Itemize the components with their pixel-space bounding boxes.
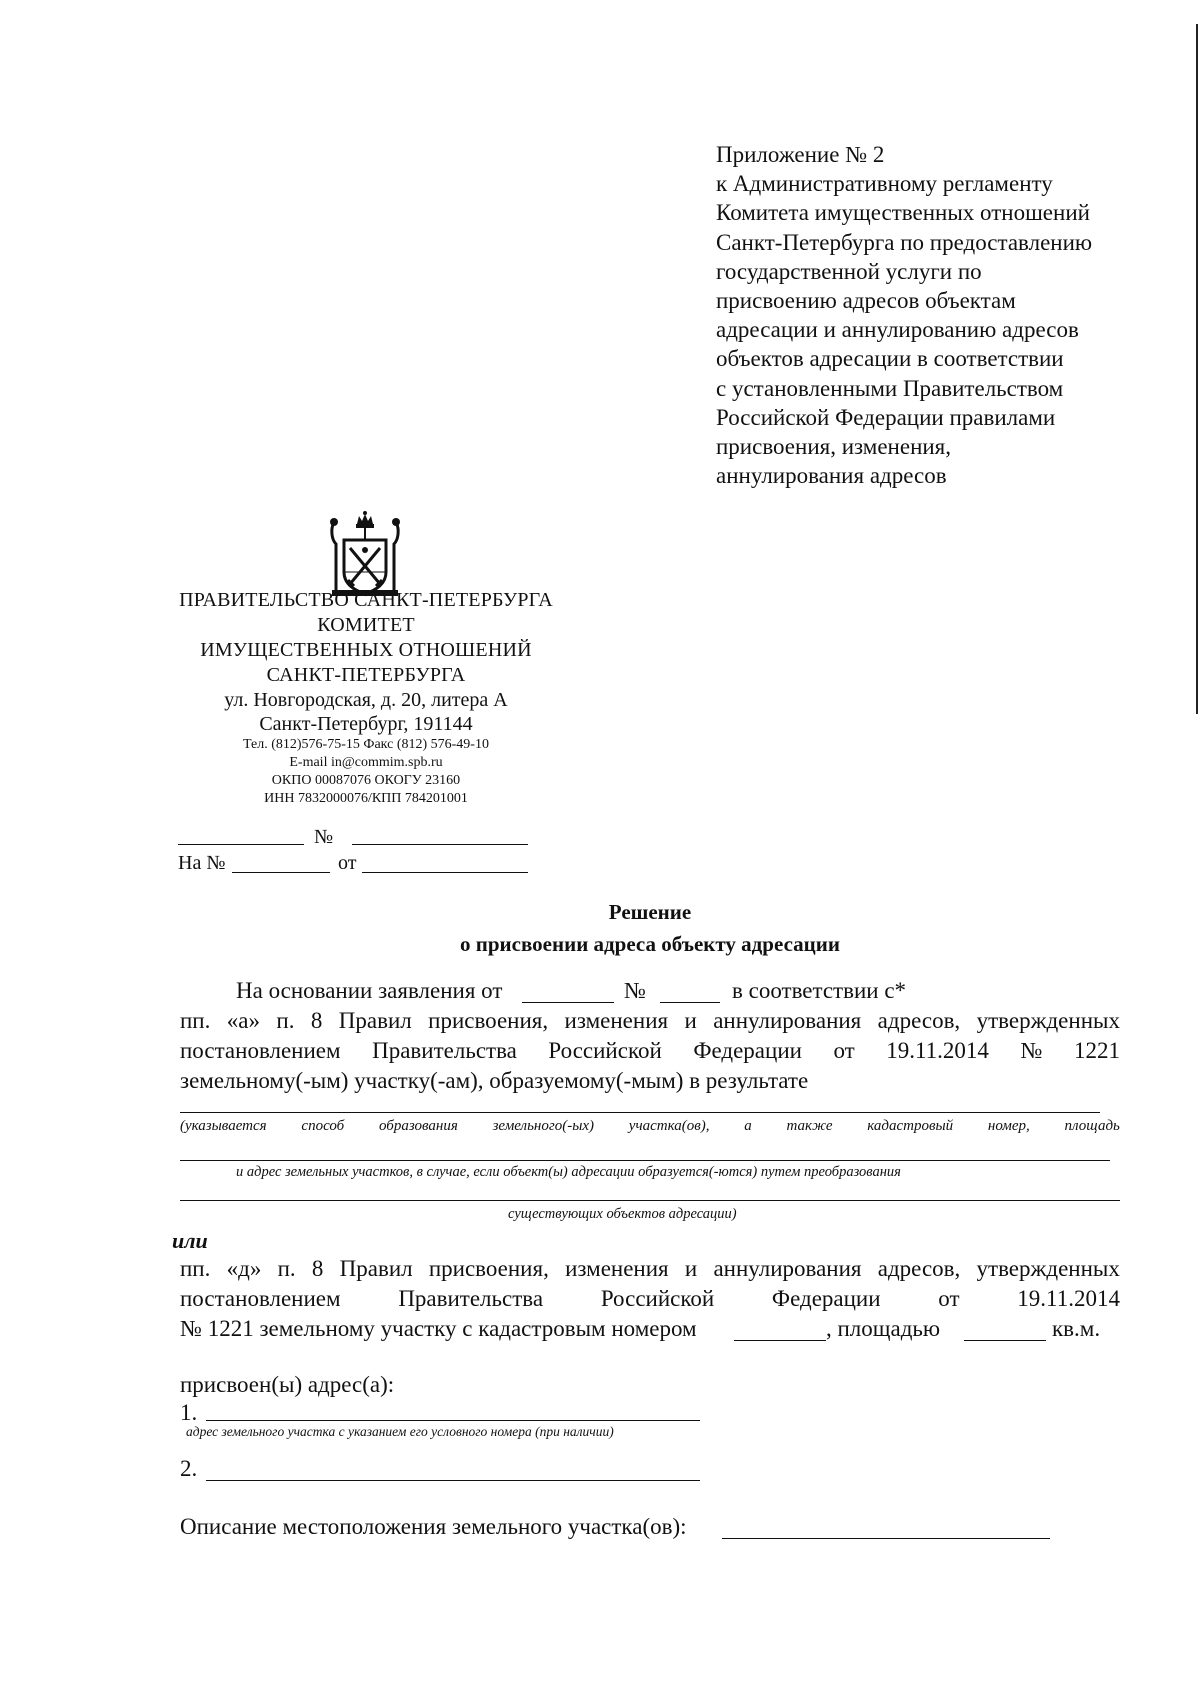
appendix-line: к Административному регламенту: [716, 171, 1053, 197]
appendix-line: присвоения, изменения,: [716, 434, 952, 460]
application-number-field[interactable]: [660, 1002, 720, 1003]
title-line-2: о присвоении адреса объекту адресации: [460, 932, 840, 956]
document-title: [300, 896, 1000, 960]
appendix-line: Комитета имущественных отношений: [716, 200, 1090, 226]
na-label: На №: [178, 852, 226, 874]
area-field[interactable]: [964, 1340, 1046, 1341]
address-2-field[interactable]: [206, 1480, 700, 1481]
cadastral-number-field[interactable]: [734, 1340, 826, 1341]
gov-name: ПРАВИТЕЛЬСТВО САНКТ-ПЕТЕРБУРГА: [179, 589, 553, 611]
p1-start: На основании заявления от: [236, 978, 503, 1003]
ot-date-field[interactable]: [362, 872, 528, 873]
email: E-mail in@commim.spb.ru: [289, 755, 443, 770]
or-separator: или: [172, 1228, 208, 1253]
p1-num: №: [624, 978, 646, 1003]
scan-edge-mark: [1196, 24, 1198, 714]
appendix-block: [716, 140, 1092, 490]
item-1-hint: адрес земельного участка с указанием его условного номера (при наличии): [186, 1424, 614, 1439]
committee-full-name: ИМУЩЕСТВЕННЫХ ОТНОШЕНИЙ: [200, 639, 532, 661]
p1-line-2: пп. «а» п. 8 Правил присвоения, изменения и аннулирования адресов, утвержденных: [180, 1008, 1120, 1033]
appendix-line: Российской Федерации правилами: [716, 404, 1056, 430]
formation-method-field[interactable]: [180, 1112, 1100, 1113]
address-1-field[interactable]: [206, 1420, 700, 1421]
location-field[interactable]: [722, 1538, 1050, 1539]
p1-end: в соответствии с*: [732, 978, 907, 1003]
address-line-2: Санкт-Петербург, 191144: [259, 713, 473, 735]
p1-line-3: постановлением Правительства Российской Федерации от 19.11.2014 № 1221: [180, 1038, 1120, 1063]
location-label: Описание местоположения земельного участка(ов):: [180, 1514, 687, 1539]
inn-kpp: ИНН 7832000076/КПП 784201001: [264, 791, 468, 806]
spb-coat-of-arms-icon: [326, 510, 404, 598]
title-line-1: Решение: [608, 900, 692, 924]
phone-fax: Тел. (812)576-75-15 Факс (812) 576-49-10: [243, 737, 489, 752]
p1-line-4: земельному(-ым) участку(-ам), образуемому(-мым) в результате: [180, 1068, 809, 1093]
hint-line-2: и адрес земельных участков, в случае, если объект(ы) адресации образуется(-ются) путем преобразования: [236, 1164, 901, 1180]
item-2-label: 2.: [180, 1456, 198, 1481]
p2-line-2: постановлением Правительства Российской Федерации от 19.11.2014: [180, 1286, 1120, 1311]
appendix-line: Санкт-Петербурга по предоставлению: [716, 229, 1093, 255]
p2-line-3-end: кв.м.: [1052, 1316, 1101, 1341]
date-field[interactable]: [178, 844, 304, 845]
okpo-okogu: ОКПО 00087076 ОКОГУ 23160: [271, 773, 461, 788]
appendix-line: объектов адресации в соответствии: [716, 346, 1064, 372]
appendix-line: адресации и аннулированию адресов: [716, 317, 1079, 343]
committee-label: КОМИТЕТ: [317, 614, 415, 636]
number-field[interactable]: [352, 844, 528, 845]
p2-line-3-mid: , площадью: [826, 1316, 941, 1341]
organization-header: [170, 588, 562, 808]
land-plots-address-field[interactable]: [180, 1160, 1110, 1161]
hint-line-3: существующих объектов адресации): [508, 1206, 737, 1222]
existing-objects-field[interactable]: [180, 1200, 1120, 1201]
address-line-1: ул. Новгородская, д. 20, литера А: [224, 689, 508, 711]
city-name: САНКТ-ПЕТЕРБУРГА: [266, 664, 466, 686]
appendix-line: с установленными Правительством: [716, 375, 1064, 401]
appendix-line: государственной услуги по: [716, 258, 982, 284]
appendix-line: Приложение № 2: [716, 142, 885, 167]
appendix-line: присвоению адресов объектам: [716, 288, 1016, 314]
na-number-field[interactable]: [232, 872, 330, 873]
hint-line-1: (указывается способ образования земельного(-ых) участка(ов), а также кадастровый номер, площадь: [180, 1118, 1120, 1134]
p2-line-1: пп. «д» п. 8 Правил присвоения, изменения и аннулирования адресов, утвержденных: [180, 1256, 1120, 1281]
p2-line-3-start: № 1221 земельному участку с кадастровым номером: [180, 1316, 697, 1341]
assigned-label: присвоен(ы) адрес(а):: [180, 1372, 395, 1397]
number-sign: №: [314, 826, 334, 848]
item-1-label: 1.: [180, 1400, 198, 1425]
application-date-field[interactable]: [522, 1002, 614, 1003]
appendix-line: аннулирования адресов: [716, 463, 947, 489]
ot-label: от: [338, 852, 357, 874]
